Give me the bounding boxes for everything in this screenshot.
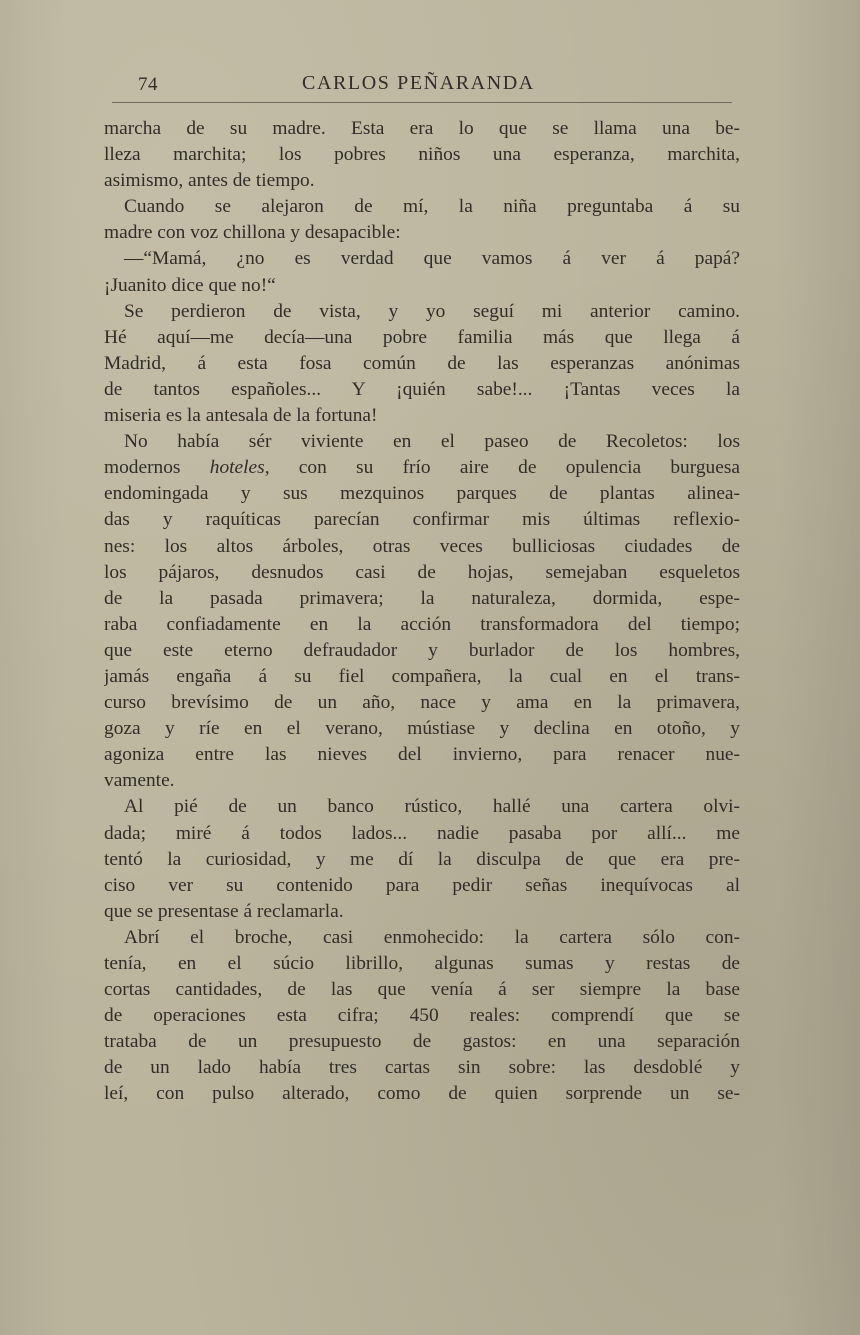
text-line: das y raquíticas parecían confirmar mis últimas reflexio- xyxy=(104,509,740,531)
text-line: de un lado había tres cartas sin sobre: las desdoblé y xyxy=(104,1057,740,1079)
text-line: endomingada y sus mezquinos parques de plantas alinea- xyxy=(104,483,740,505)
text-line: Se perdieron de vista, y yo seguí mi anterior camino. xyxy=(124,300,740,322)
text-line: Madrid, á esta fosa común de las esperanzas anónimas xyxy=(104,352,740,374)
text-line: Cuando se alejaron de mí, la niña preguntaba á su xyxy=(124,196,740,218)
text-line: tenía, en el súcio librillo, algunas sumas y restas de xyxy=(104,953,740,974)
text-line: miseria es la antesala de la fortuna! xyxy=(104,405,378,427)
text-line: que se presentase á reclamarla. xyxy=(104,900,344,922)
text-line: Al pié de un banco rústico, hallé una cartera olvi- xyxy=(124,796,740,818)
text-line: lleza marchita; los pobres niños una esperanza, marchita, xyxy=(104,144,740,166)
text-line: los pájaros, desnudos casi de hojas, semejaban esqueletos xyxy=(104,561,740,583)
text-line: de tantos españoles... Y ¡quién sabe!... ¡Tantas veces la xyxy=(104,378,740,400)
text-line: ciso ver su contenido para pedir señas inequívocas al xyxy=(104,874,740,896)
text-line: de la pasada primavera; la naturaleza, dormida, espe- xyxy=(104,587,740,609)
running-head: CARLOS PEÑARANDA xyxy=(302,72,535,94)
text-line: de operaciones esta cifra; 450 reales: comprendí que se xyxy=(104,1005,740,1027)
text-line: —“Mamá, ¿no es verdad que vamos á ver á papá? xyxy=(124,248,740,270)
text-line: madre con voz chillona y desapacible: xyxy=(104,222,401,244)
text-line: dada; miré á todos lados... nadie pasaba por allí... me xyxy=(104,822,740,844)
text-line: asimismo, antes de tiempo. xyxy=(104,170,315,192)
text-line: jamás engaña á su fiel compañera, la cual en el trans- xyxy=(104,665,740,687)
text-line: No había sér viviente en el paseo de Recoletos: los xyxy=(124,431,740,453)
text-line: nes: los altos árboles, otras veces bulliciosas ciudades de xyxy=(104,535,740,557)
text-line: leí, con pulso alterado, como de quien sorprende un se- xyxy=(104,1083,740,1105)
page-number: 74 xyxy=(138,74,158,95)
italic-word: hoteles xyxy=(209,457,265,479)
text-line: agoniza entre las nieves del invierno, para renacer nue- xyxy=(104,744,740,766)
text-line: cortas cantidades, de las que venía á ser siempre la base xyxy=(104,979,740,1001)
text-line: vamente. xyxy=(104,770,175,792)
text-line: curso brevísimo de un año, nace y ama en la primavera, xyxy=(104,692,740,714)
text-line: goza y ríe en el verano, mústiase y declina en otoño, y xyxy=(104,718,740,740)
text-line: tentó la curiosidad, y me dí la disculpa de que era pre- xyxy=(104,848,740,870)
text-line: trataba de un presupuesto de gastos: en una separación xyxy=(104,1031,740,1053)
text-line: raba confiadamente en la acción transformadora del tiempo; xyxy=(104,613,740,635)
text-line: que este eterno defraudador y burlador de los hombres, xyxy=(104,639,740,661)
body-text xyxy=(104,116,740,1108)
text-line: Abrí el broche, casi enmohecido: la cartera sólo con- xyxy=(124,926,740,948)
text-line: Hé aquí—me decía—una pobre familia más que llega á xyxy=(104,326,740,348)
text-line: modernos hoteles, con su frío aire de opulencia burguesa xyxy=(104,457,740,479)
page-header xyxy=(112,70,732,103)
text-line: marcha de su madre. Esta era lo que se llama una be- xyxy=(104,118,740,139)
text-line: ¡Juanito dice que no!“ xyxy=(104,274,276,296)
